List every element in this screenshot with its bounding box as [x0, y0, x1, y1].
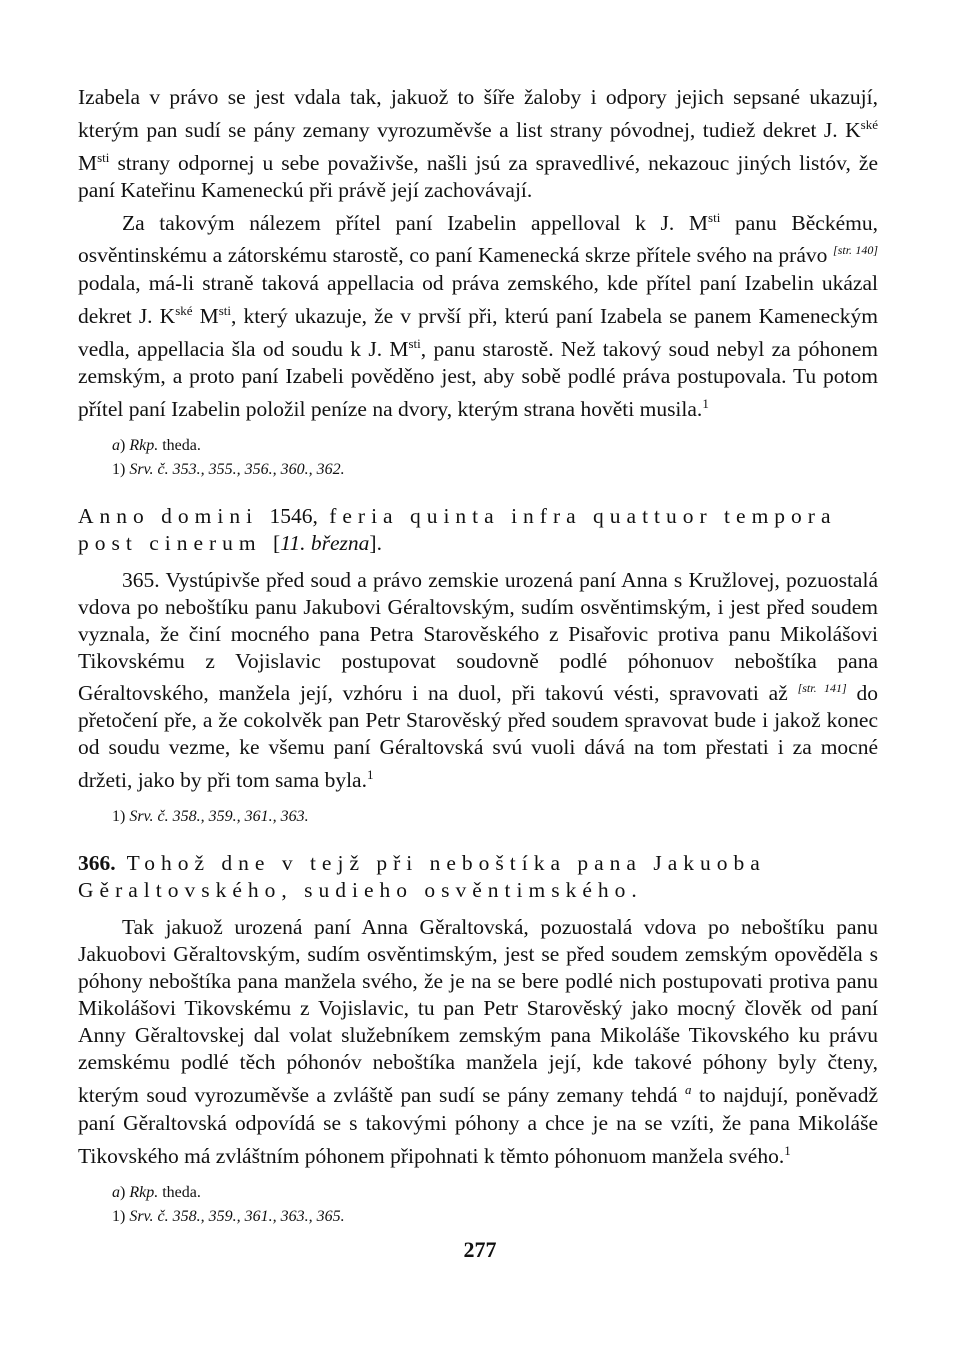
footnote-a-366: a) Rkp. theda.: [112, 1183, 201, 1201]
document-page: [78, 84, 878, 1228]
footnote-1-365: 1) Srv. č. 358., 359., 361., 363.: [112, 808, 309, 826]
footnote-1-1: 1) Srv. č. 353., 355., 356., 360., 362.: [112, 461, 345, 479]
page-number: 277: [463, 1237, 497, 1262]
entry-366: Tak jakuož urozená paní Anna Gěraltovská, pozuostalá vdova po neboštíku panu Jakuobovi Gěraltovským, sudím osvěntimským, jest se před soudem zemským opověděla s póhony neboštíka pana manžela svého, že je na se bere podlé nich postupovati protiva panu Mikolášovi Tikovskému z Vojislavic, tu pan Petr Starověský jako mocný člověk od paní Anny Gěraltovskej dal volat služebníkem zemským pana Mikoláše Tikovského ku právu zemskému podlé těch póhonóv neboštíka manžela její, kde takové póhony byly čteny, kterým soud vyrozuměvše a zvláště pan sudí se pány zemany tehdá $^a$ to najdují, poněvadž paní Gěraltovská odpovídá se s takovými póhony a chce je na se vzíti, že pana Mikoláše Tikovského má zvláštním póhonem připohnati k těmto póhonuom manžela svého.$^1$: [78, 915, 878, 1168]
heading-date: Anno domini 1546, feria quinta infra quattuor tempora post cinerum [11. března].: [78, 504, 837, 556]
footnote-1-366: 1) Srv. č. 358., 359., 361., 363., 365.: [112, 1207, 345, 1225]
paragraph-1: Izabela v právo se jest vdala tak, jakuož to šíře žaloby i odpory jejich sepsané ukazují, kterým pan sudí se pány zemany vyrozuměvše a list strany póvodnej, tudiež dekret J. $K^{ské}$ $M^{sti}$ strany odpornej u sebe považivše, našli jsú za spravedlivé, nekazouc jiných listóv, že paní Kateřinu Kameneckú při právě její zachovávají.: [78, 85, 878, 203]
heading-366: 366. Tohož dne v tejž při neboštíka pana Jakuoba Gěraltovského, sudieho osvěntimského.: [78, 851, 766, 903]
footnote-a-1: a) Rkp. theda.: [112, 437, 201, 455]
paragraph-2: Za takovým nálezem přítel paní Izabelin appelloval k J. $M^{sti}$ panu Běckému, osvěntinskému a zátorskému starostě, co paní Kamenecká skrze přítele svého na právo [str. 140] podala, má-li straně taková appellacia od práva zemského, kde přítel paní Izabelin ukázal dekret J. $K^{ské}$ $M^{sti}$, který ukazuje, že v prvší při, kterú paní Izabela se panem Kameneckým vedla, appellacia šla od soudu k J. $M^{sti}$, panu starostě. Než takový soud nebyl za póhonem zemským, a proto paní Izabeli pověděno jest, aby sobě podlé práva postupovala. Tu potom přítel paní Izabelin položil peníze na dvory, kterým strana hověti musila.$^1$: [78, 210, 878, 422]
entry-365: 365. Vystúpivše před soud a právo zemskie urozená paní Anna s Kružlovej, pozuostalá vdova po neboštíku panu Jakubovi Géraltovským, sudím osvěntimským, i jest před soudem vyznala, že činí mocného pana Petra Starověského z Pisařovic protiva panu Mikolášovi Tikovskému z Vojislavic postupovat soudovně podlé póhonuov neboštíka pana Géraltovského, manžela její, vzhóru i na duol, při takovú vésti, spravovati až [str. 141] do přetočení pře, a že cokolvěk pan Petr Starověský před soudem spravovat bude i jakož konec od soudu vezme, ke všemu paní Géraltovská svú vuoli dává na tom přestati i za mocné držeti, jako by při tom sama byla.$^1$: [78, 568, 878, 793]
